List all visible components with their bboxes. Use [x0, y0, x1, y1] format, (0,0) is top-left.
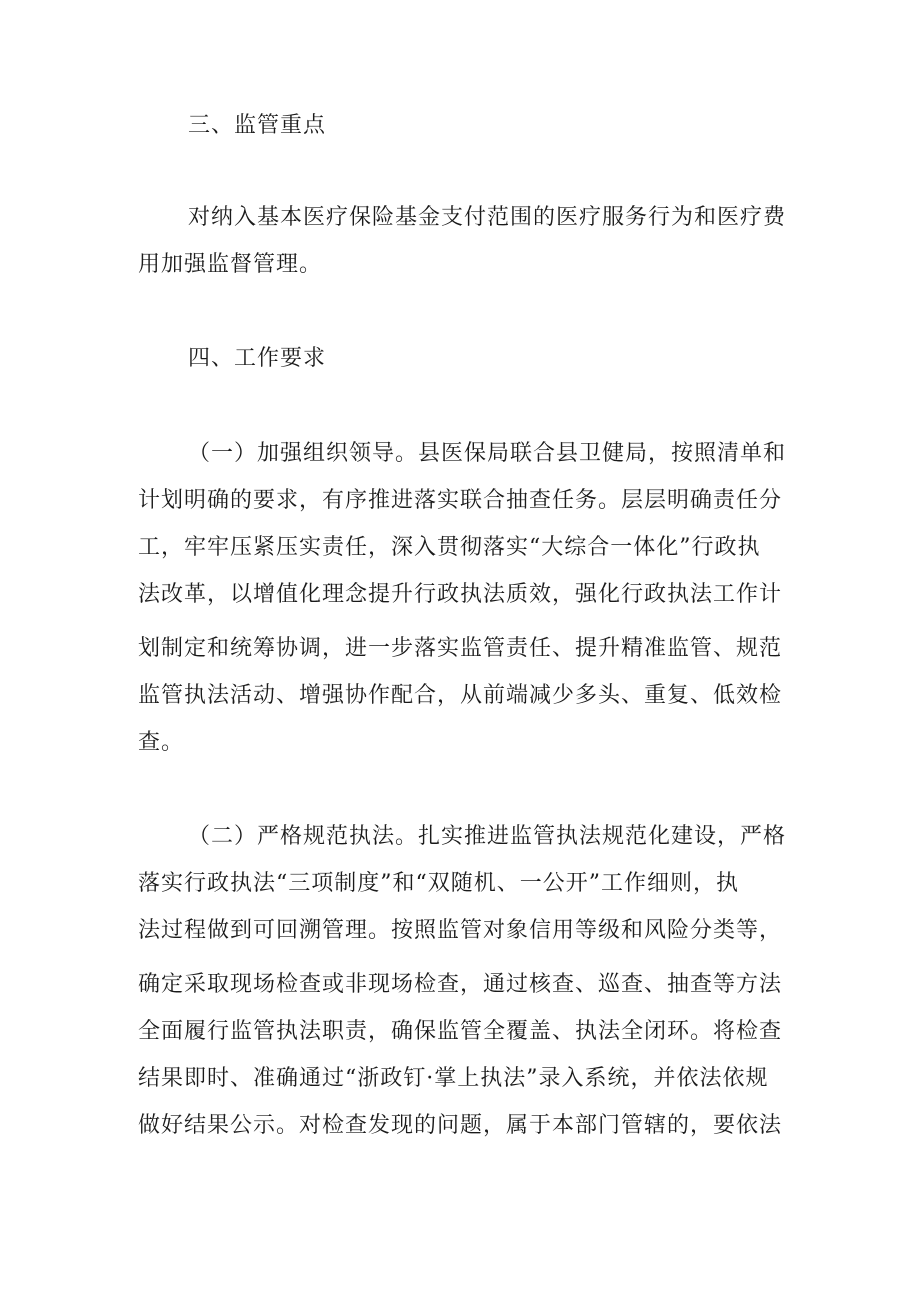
paragraph-4-1-line: （一）加强组织领导。县医保局联合县卫健局，按照清单和 [188, 441, 787, 466]
paragraph-4-2-line: 全面履行监管执法职责，确保监管全覆盖、执法全闭环。将检查 [138, 1019, 783, 1044]
paragraph-4-1-line: 法改革，以增值化理念提升行政执法质效，强化行政执法工作计 [138, 582, 783, 607]
paragraph-4-1-line: 划制定和统筹协调，进一步落实监管责任、提升精准监管、规范 [138, 636, 783, 661]
paragraph-4-2-line: （二）严格规范执法。扎实推进监管执法规范化建设，严格 [188, 824, 787, 849]
paragraph-3-line: 对纳入基本医疗保险基金支付范围的医疗服务行为和医疗费 [188, 205, 787, 230]
section-heading-3: 三、监管重点 [188, 113, 327, 138]
paragraph-4-1-line: 工，牢牢压紧压实责任，深入贯彻落实“大综合一体化”行政执 [138, 535, 761, 560]
paragraph-4-2-line: 确定采取现场检查或非现场检查，通过核查、巡查、抽查等方法 [138, 972, 783, 997]
paragraph-4-2-line: 落实行政执法“三项制度”和“双随机、一公开”工作细则，执 [138, 871, 739, 896]
paragraph-4-1-line: 监管执法活动、增强协作配合，从前端减少多头、重复、低效检 [138, 683, 783, 708]
paragraph-4-2-line: 法过程做到可回溯管理。按照监管对象信用等级和风险分类等， [138, 918, 783, 943]
section-heading-4: 四、工作要求 [188, 346, 327, 371]
paragraph-4-1-line: 查。 [138, 730, 185, 755]
paragraph-4-1-line: 计划明确的要求，有序推进落实联合抽查任务。层层明确责任分 [138, 488, 783, 513]
paragraph-4-2-line: 做好结果公示。对检查发现的问题，属于本部门管辖的，要依法 [138, 1113, 783, 1138]
paragraph-3-line: 用加强监督管理。 [138, 252, 323, 277]
paragraph-4-2-line: 结果即时、准确通过“浙政钉·掌上执法”录入系统，并依法依规 [138, 1066, 769, 1091]
